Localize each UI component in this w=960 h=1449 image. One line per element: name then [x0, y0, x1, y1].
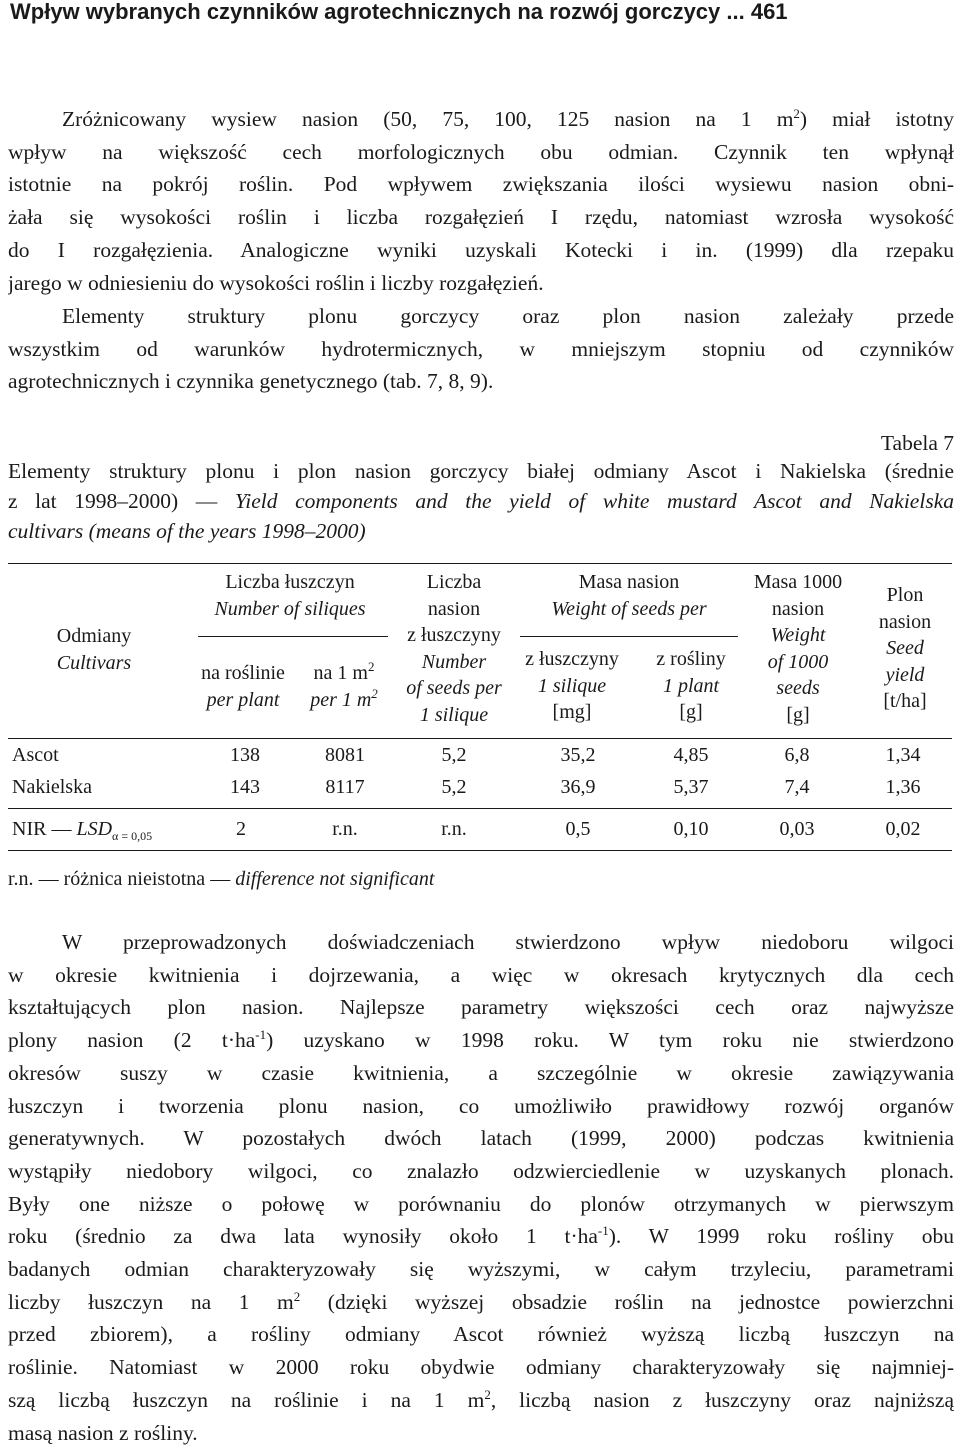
paragraph-line: kształtujących plon nasion. Najlepsze parametry większości cech oraz najwyższe — [8, 995, 954, 1020]
header-per-1m2: na 1 $m^2$ per 1 $m^2$ — [310, 659, 378, 711]
paragraph-line: generatywnych. W pozostałych dwóch latach (1999, 2000) podczas kwitnienia — [8, 1126, 954, 1151]
paragraph-line: wpływ na większość cech morfologicznych obu odmian. Czynnik ten wpłynął — [8, 139, 954, 164]
cell-value: 0,03 — [779, 818, 815, 840]
paragraph-line: przed zbiorem), a rośliny odmiany Ascot również wyższą liczbą łuszczyn na — [8, 1322, 954, 1347]
paragraph-line: masą nasion z rośliny. — [8, 1420, 198, 1445]
table-header-rule — [8, 738, 952, 739]
caption-line: Elementy struktury plonu i plon nasion gorczycy białej odmiany Ascot i Nakielska (średnie — [8, 459, 954, 483]
header-per-plant: na roślinie per plant — [201, 662, 285, 711]
table-bottom-rule — [8, 850, 952, 851]
table-top-rule — [8, 563, 952, 564]
paragraph-line: wystąpiły niedobory wilgoci, co znalazło odzwierciedlenie w uzyskanych plonach. — [8, 1158, 954, 1183]
header-1000-seed-weight: Masa 1000 nasion Weight of 1000 seeds [g] — [753, 571, 843, 726]
paragraph-line: istotnie na pokrój roślin. Pod wpływem zwiększania ilości wysiewu nasion obni- — [8, 172, 954, 197]
paragraph-line: szą liczbą łuszczyn na roślinie i na 1 $m^2$, liczbą nasion z łuszczyny oraz najniższą — [8, 1386, 954, 1412]
cell-value: 5,2 — [441, 744, 467, 766]
cell-value: 0,10 — [673, 818, 709, 840]
paragraph-line: W przeprowadzonych doświadczeniach stwierdzono wpływ niedoboru wilgoci — [62, 930, 954, 954]
paragraph-line: liczby łuszczyn na 1 $m^2$ (dzięki wyższej obsadzie roślin na jednostce powierzchni — [8, 1288, 954, 1314]
caption-line: z lat 1998–2000) — Yield components and the yield of white mustard Ascot and Nakielska — [8, 489, 954, 513]
header-weight-per-plant: z rośliny 1 plant [g] — [656, 648, 726, 724]
subheader-rule-weight — [520, 636, 738, 637]
header-number-of-siliques: Liczba łuszczyn Number of siliques — [214, 571, 366, 620]
cell-value: 36,9 — [560, 776, 596, 798]
row-label-ascot: Ascot — [12, 744, 59, 766]
header-seeds-per-silique: Liczba nasion z łuszczyny Number of seeds per 1 silique — [406, 571, 502, 726]
paragraph-line: Były one niższe o połowę w porównaniu do plonów otrzymanych w pierwszym — [8, 1191, 954, 1216]
cell-value: 5,2 — [441, 776, 467, 798]
table-caption — [8, 456, 954, 546]
cell-value: 6,8 — [784, 744, 810, 766]
cell-value: 0,02 — [885, 818, 921, 840]
cell-value: 8117 — [325, 776, 365, 798]
paragraph-line: okresów suszy w czasie kwitnienia, a szczególnie w okresie zawiązywania — [8, 1060, 954, 1085]
paragraph-line: Elementy struktury plonu gorczycy oraz plon nasion zależały przede — [62, 304, 954, 328]
cell-value: 143 — [230, 776, 260, 798]
table-footnote: r.n. — różnica nieistotna — difference not significant — [8, 868, 435, 890]
cell-value: 2 — [236, 818, 246, 840]
cell-value: 5,37 — [673, 776, 709, 798]
paragraph-line: w okresie kwitnienia i dojrzewania, a więc w okresach krytycznych dla cech — [8, 962, 954, 987]
cell-value: 35,2 — [560, 744, 596, 766]
cell-value: 1,34 — [885, 744, 921, 766]
row-label-nir: NIR — $LSD_{\alpha = 0,05}$ — [12, 818, 153, 843]
table-nir-rule — [8, 808, 952, 809]
caption-line: cultivars (means of the years 1998–2000) — [8, 519, 366, 543]
cell-value: 1,36 — [885, 776, 921, 798]
cell-value: 138 — [230, 744, 260, 766]
paragraph-line: badanych odmian charakteryzowały się wyższymi, w całym trzyleciu, parametrami — [8, 1257, 954, 1282]
cell-value: 8081 — [325, 744, 365, 766]
table-label: Tabela 7 — [880, 431, 954, 455]
cell-value: r.n. — [332, 818, 358, 840]
cell-value: 7,4 — [784, 776, 810, 798]
paragraph-2 — [8, 300, 954, 398]
header-weight-of-seeds: Masa nasion Weight of seeds per — [551, 571, 707, 620]
cell-value: 0,5 — [565, 818, 591, 840]
paragraph-line: roślinie. Natomiast w 2000 roku obydwie odmiany charakteryzowały się najmniej- — [8, 1355, 954, 1380]
paragraph-line: wszystkim od warunków hydrotermicznych, w mniejszym stopniu od czynników — [8, 336, 954, 361]
row-label-nakielska: Nakielska — [12, 776, 92, 798]
header-weight-per-silique: z łuszczyny 1 silique [mg] — [525, 648, 619, 724]
paragraph-line: roku (średnio za dwa lata wynosiły około 1 $t\cdot ha^{-1}$). W 1999 roku rośliny obu — [8, 1223, 954, 1249]
paragraph-line: Zróżnicowany wysiew nasion (50, 75, 100, 125 nasion na 1 $m^2$) miał istotny — [62, 106, 954, 131]
cell-value: r.n. — [441, 818, 467, 840]
running-header: Wpływ wybranych czynników agrotechnicznych na rozwój gorczycy ... 461 — [10, 0, 788, 24]
header-cultivars: Odmiany Cultivars — [56, 625, 132, 674]
header-seed-yield: Plon nasion Seed yield [t/ha] — [878, 584, 932, 713]
paragraph-3 — [8, 926, 954, 1449]
paragraph-line: żała się wysokości roślin i liczba rozgałęzień I rzędu, natomiast wzrosła wysokość — [8, 205, 954, 230]
paragraph-line: plony nasion (2 $t\cdot ha^{-1}$) uzyskano w 1998 roku. W tym roku nie stwierdzono — [8, 1027, 954, 1053]
cell-value: 4,85 — [673, 744, 709, 766]
paragraph-line: agrotechnicznych i czynnika genetycznego (tab. 7, 8, 9). — [8, 369, 494, 394]
paragraph-line: do I rozgałęzienia. Analogiczne wyniki uzyskali Kotecki i in. (1999) dla rzepaku — [8, 237, 954, 262]
paragraph-1 — [8, 103, 954, 299]
paragraph-line: jarego w odniesieniu do wysokości roślin i liczby rozgałęzień. — [8, 270, 544, 295]
subheader-rule-siliques — [198, 636, 388, 637]
paragraph-line: łuszczyn i tworzenia plonu nasion, co umożliwiło prawidłowy rozwój organów — [8, 1093, 954, 1118]
